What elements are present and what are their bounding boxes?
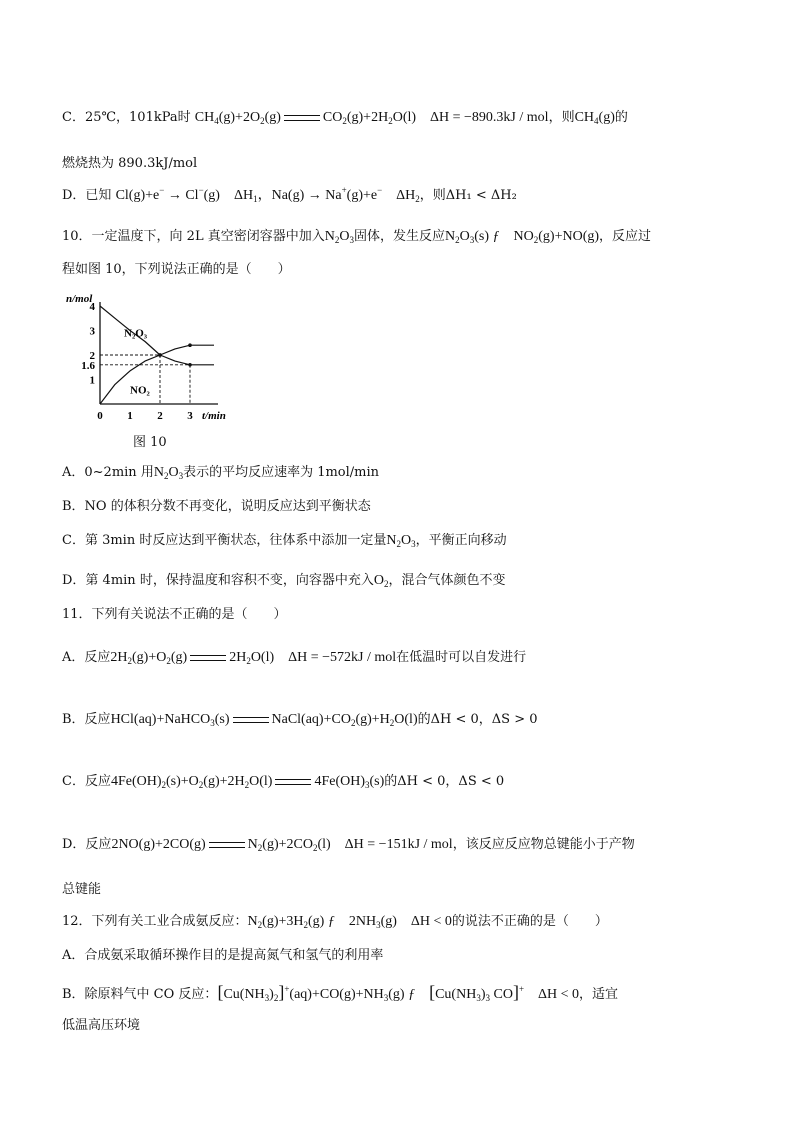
formula: 2NO(g)+2CO(g) $N_2(g)+2CO_2(l) \Delta H = -151kJ$ / mol [111,837,453,853]
text: ，混合气体颜色不变 [388,573,506,588]
text: B．反应 [62,712,111,727]
series-label-n2o3: N₂O₃ [124,327,148,340]
y-tick-label: 1.6 [81,359,95,372]
text: 的说法不正确的是（ ） [451,914,608,929]
text: 在低温时可以自发进行 [396,650,527,665]
figure-10-chart [62,282,252,422]
q11-option-d-cont: 总键能 [62,882,102,897]
figure-caption: 图 10 [133,435,167,450]
text: ，反应过 [599,229,652,244]
q11-option-a [62,648,526,668]
q10-option-c [62,531,507,551]
data-point [188,363,192,367]
data-point [188,343,192,347]
series-label-no2: NO₂ [130,384,150,397]
y-axis-label: n/mol [66,293,93,305]
formula: Cl(g)+e− → Cl−(g) $\Delta H_1$，Na(g) → Na+(g)+e− $\Delta H_2$ [115,185,420,204]
formula: $N_2O_3(s)$ ƒ $NO_2(g)+NO(g)$ [444,229,600,245]
q11-option-d [62,835,635,855]
delta-h: ΔH = −572kJ / mol [288,650,397,665]
text: D．反应 [62,837,112,852]
text: 10．一定温度下，向 2L 真空密闭容器中加入 [62,229,325,244]
y-tick-label: 2 [89,350,95,362]
q9-option-d [62,186,517,206]
delta-h: ΔH < 0 [538,987,580,1002]
formula: $2H_2(g)+O_2(g)$ $2H_2O(l) \Delta H = -572kJ$ / mol [110,650,397,666]
q11-stem: 11．下列有关说法不正确的是（ ） [62,607,287,622]
y-tick-label: 4 [89,301,95,313]
text: B．除原料气中 CO 反应： [62,987,218,1002]
series-line-no2 [100,345,214,404]
formula: $N_2O_3$ [153,465,184,481]
formula: $N_2(g)+3H_2(g)$ ƒ $2NH_3(g) \Delta H < 0$ [247,914,452,930]
formula: $O_2$ [373,573,389,589]
text: ，适宜 [579,987,619,1002]
text: C．反应 [62,774,111,789]
x-tick-label: 0 [97,410,103,422]
y-tick-label: 1 [89,374,95,387]
text: 12．下列有关工业合成氨反应： [62,914,248,929]
q11-option-b [62,710,538,730]
q9-option-c [62,108,628,128]
x-tick-label: 2 [157,410,163,422]
text: ，则 [548,110,575,125]
q10-option-d [62,571,505,591]
delta-h: ΔH = −151kJ / mol [344,837,453,852]
formula: HCl(aq)+NaHCO$_3$(s) $NaCl(aq)+CO_2(g)+H_2O(l)$ [110,712,418,728]
q11-option-c [62,772,504,792]
text: ，平衡正向移动 [415,533,507,548]
formula: $4Fe(OH)_2(s)+O_2(g)+2H_2O(l)$ $4Fe(OH)_3(s)$ [110,774,385,790]
q12-option-b [62,982,618,1005]
text: A．0~2min 用 [62,465,154,480]
q12-option-b-cont: 低温高压环境 [62,1018,141,1033]
y-tick-label: 3 [89,325,95,338]
x-axis-label: t/min [202,410,226,422]
q10-stem [62,227,651,247]
x-tick-label: 1 [127,410,133,422]
text: D．第 4min 时，保持温度和容积不变，向容器中充入 [62,573,374,588]
text: 的ΔH < 0，ΔS > 0 [417,712,538,727]
q9-option-c-cont: 燃烧热为 890.3kJ/mol [62,156,198,171]
text: C．25℃，101kPa时 [62,110,191,125]
text: 的ΔH < 0，ΔS < 0 [384,774,505,789]
text: ，则ΔH₁ < ΔH₂ [419,188,517,203]
delta-h: ΔH < 0 [410,914,452,929]
text: C．第 3min 时反应达到平衡状态，往体系中添加一定量 [62,533,387,548]
text: 的 [614,110,628,125]
delta-h: ΔH = −890.3kJ / mol [430,110,549,125]
formula: $[Cu(NH_3)_2]^+(aq)+CO(g)+NH_3(g)$ ƒ [$Cu(NH_3)_3$ CO]+ ΔH < 0 [217,982,580,1003]
text: 固体，发生反应 [353,229,445,244]
formula: $N_2O_3$ [386,533,416,549]
text: 表示的平均反应速率为 1mol/min [183,465,380,480]
x-tick-label: 3 [187,410,193,422]
formula: $CH_4(g)$ [574,110,615,126]
q10-option-a [62,463,379,483]
formula: $N_2O_3$ [324,229,354,245]
q12-stem [62,912,608,932]
text: D．已知 [62,188,112,203]
text: ，该反应反应物总键能小于产物 [452,837,635,852]
q10-option-b: B．NO 的体积分数不再变化，说明反应达到平衡状态 [62,499,371,514]
q10-stem-cont: 程如图 10，下列说法正确的是（ ） [62,262,291,277]
formula: $CH_4(g)+2O_2(g)$ $CO_2(g)+2H_2O(l) \Delta H = -890.3kJ$ / mol [194,110,549,126]
text: A．反应 [62,650,111,665]
q12-option-a: A．合成氨采取循环操作目的是提高氮气和氢气的利用率 [62,948,384,963]
data-point [158,353,162,357]
